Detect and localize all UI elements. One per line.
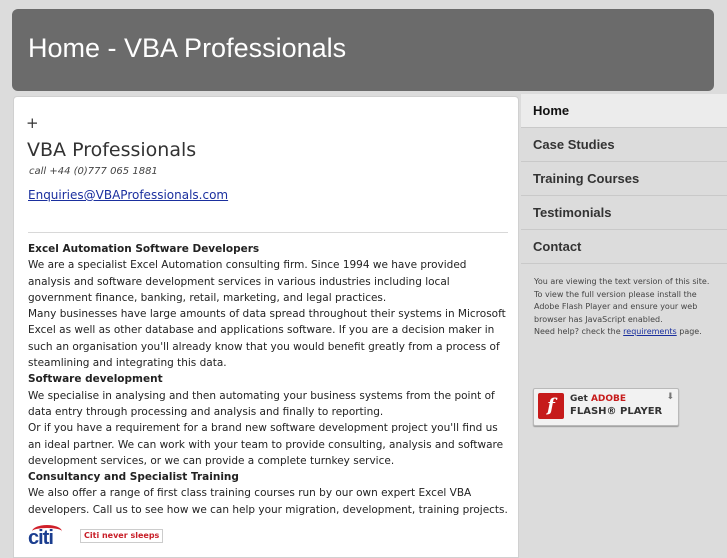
heading-software-development: Software development bbox=[28, 373, 163, 386]
citi-logo: citi bbox=[28, 527, 53, 549]
nav-item-home[interactable]: Home bbox=[521, 94, 727, 128]
sidebar-nav bbox=[521, 94, 727, 264]
help-line bbox=[534, 326, 720, 339]
paragraph: We are a specialist Excel Automation consulting firm. Since 1994 we have provided analysis and software development services in various industries including local government finance, banking, retail, marketing, and legal practices. bbox=[28, 259, 467, 304]
adobe-text: ADOBE bbox=[590, 394, 627, 404]
heading-consultancy-training: Consultancy and Specialist Training bbox=[28, 471, 239, 484]
body-text bbox=[28, 241, 510, 518]
paragraph: Or if you have a requirement for a brand new software development project you'll find us an ideal partner. We can work with your team to provide consulting, analysis and software development services, or we can provide a complete turnkey service. bbox=[28, 422, 504, 467]
nav-item-contact[interactable]: Contact bbox=[521, 230, 727, 264]
heading-excel-automation: Excel Automation Software Developers bbox=[28, 243, 260, 255]
nav-item-testimonials[interactable]: Testimonials bbox=[521, 196, 727, 230]
flash-get-label bbox=[570, 394, 626, 404]
help-suffix: page. bbox=[679, 327, 702, 336]
site-header bbox=[12, 9, 714, 91]
nav-item-training-courses[interactable]: Training Courses bbox=[521, 162, 727, 196]
requirements-link[interactable]: requirements bbox=[623, 327, 677, 336]
get-text: Get bbox=[570, 394, 588, 404]
phone-number: call +44 (0)777 065 1881 bbox=[29, 166, 158, 177]
nav-item-case-studies[interactable]: Case Studies bbox=[521, 128, 727, 162]
help-prefix: Need help? check the bbox=[534, 327, 621, 336]
get-flash-player-button[interactable] bbox=[533, 388, 679, 426]
plus-icon[interactable]: + bbox=[26, 114, 39, 132]
notice-line: You are viewing the text version of this site. bbox=[534, 277, 710, 286]
paragraph: We also offer a range of first class training courses run by our own expert Excel VBA developers. Call us to see how we can help your migration, development, training projects. bbox=[28, 487, 508, 516]
notice-line: To view the full version please install the Adobe Flash Player and ensure your web browser has JavaScript enabled. bbox=[534, 289, 698, 324]
main-content bbox=[13, 96, 519, 558]
citi-slogan: Citi never sleeps bbox=[80, 529, 163, 543]
page-title: Home - VBA Professionals bbox=[28, 33, 347, 63]
paragraph: Many businesses have large amounts of data spread throughout their systems in Microsoft Excel as well as other database and applications software. If you are a decision maker in such an organisation you'll already know that you would benefit greatly from a process of steamlining and integrating this data. bbox=[28, 308, 506, 370]
citi-banner[interactable] bbox=[28, 525, 498, 549]
divider bbox=[28, 232, 508, 233]
site-title: VBA Professionals bbox=[27, 139, 197, 161]
flash-player-label: FLASH® PLAYER bbox=[570, 406, 663, 417]
paragraph: We specialise in analysing and then automating your business systems from the point of data entry through processing and analysis and finally to reporting. bbox=[28, 389, 495, 418]
download-arrow-icon: ⬇ bbox=[666, 392, 674, 402]
text-version-notice bbox=[534, 276, 720, 339]
email-link[interactable]: Enquiries@VBAProfessionals.com bbox=[28, 188, 229, 202]
flash-icon: f bbox=[538, 393, 564, 419]
